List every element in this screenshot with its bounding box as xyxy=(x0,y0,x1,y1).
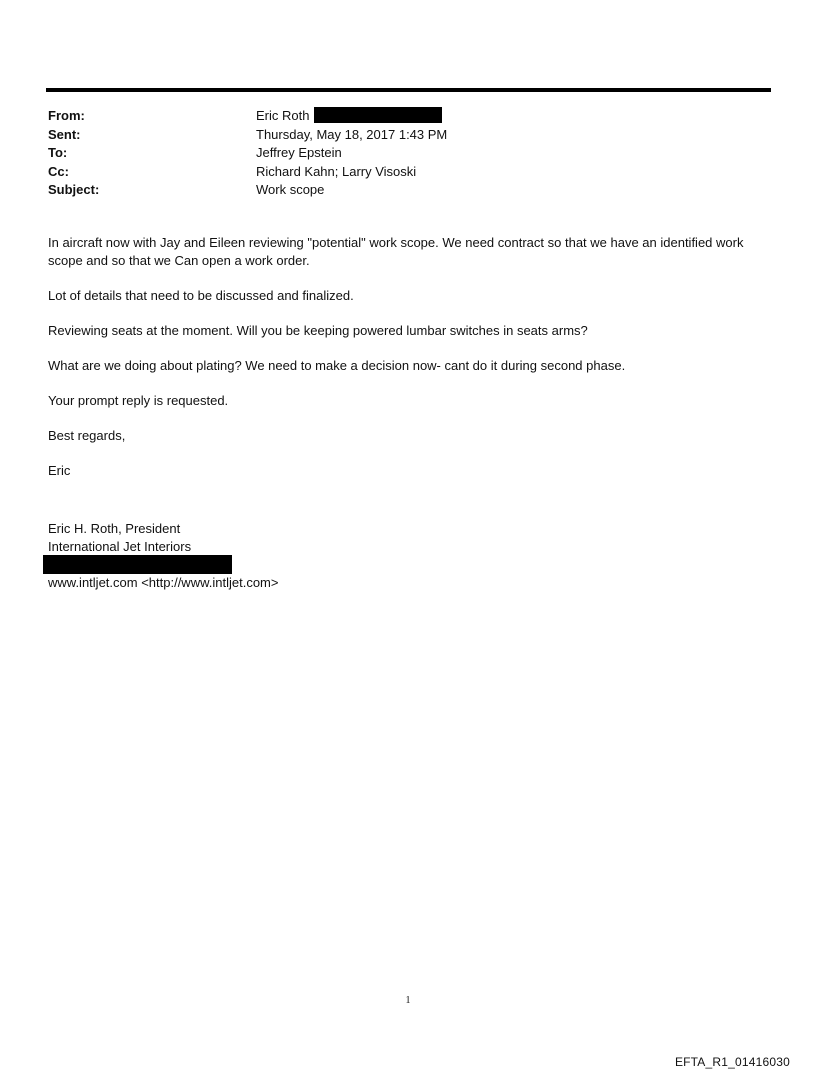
body-paragraph: What are we doing about plating? We need to make a decision now- cant do it during second phase. xyxy=(48,358,626,373)
email-signature xyxy=(48,520,191,556)
body-paragraph: Lot of details that need to be discussed and finalized. xyxy=(48,288,354,303)
to-label: To: xyxy=(48,145,68,160)
from-name: Eric Roth xyxy=(256,108,310,123)
redaction-box xyxy=(43,555,232,574)
to-value: Jeffrey Epstein xyxy=(256,145,342,160)
body-paragraph: In aircraft now with Jay and Eileen reviewing "potential" work scope. We need contract so that we have an identified work scope and so that we Can open a work order. xyxy=(48,235,744,268)
subject-label: Subject: xyxy=(48,182,100,197)
cc-label: Cc: xyxy=(48,163,69,179)
page-number: 1 xyxy=(405,995,411,1006)
sent-value: Thursday, May 18, 2017 1:43 PM xyxy=(256,126,448,142)
from-value xyxy=(256,107,442,126)
body-paragraph: Best regards, xyxy=(48,428,126,443)
email-body xyxy=(48,234,768,497)
from-label: From: xyxy=(48,108,85,123)
body-paragraph: Your prompt reply is requested. xyxy=(48,393,229,408)
body-paragraph: Reviewing seats at the moment. Will you be keeping powered lumbar switches in seats arms? xyxy=(48,323,588,338)
signature-company: International Jet Interiors xyxy=(48,539,192,554)
header-divider xyxy=(46,88,771,92)
sent-label: Sent: xyxy=(48,126,81,142)
subject-value: Work scope xyxy=(256,182,325,197)
cc-value: Richard Kahn; Larry Visoski xyxy=(256,163,417,179)
signature-name: Eric H. Roth, President xyxy=(48,521,181,536)
body-paragraph: Eric xyxy=(48,463,71,478)
signature-website[interactable]: www.intljet.com <http://www.intljet.com> xyxy=(48,575,279,590)
redaction-box xyxy=(314,107,442,123)
document-id: EFTA_R1_01416030 xyxy=(674,1055,790,1069)
